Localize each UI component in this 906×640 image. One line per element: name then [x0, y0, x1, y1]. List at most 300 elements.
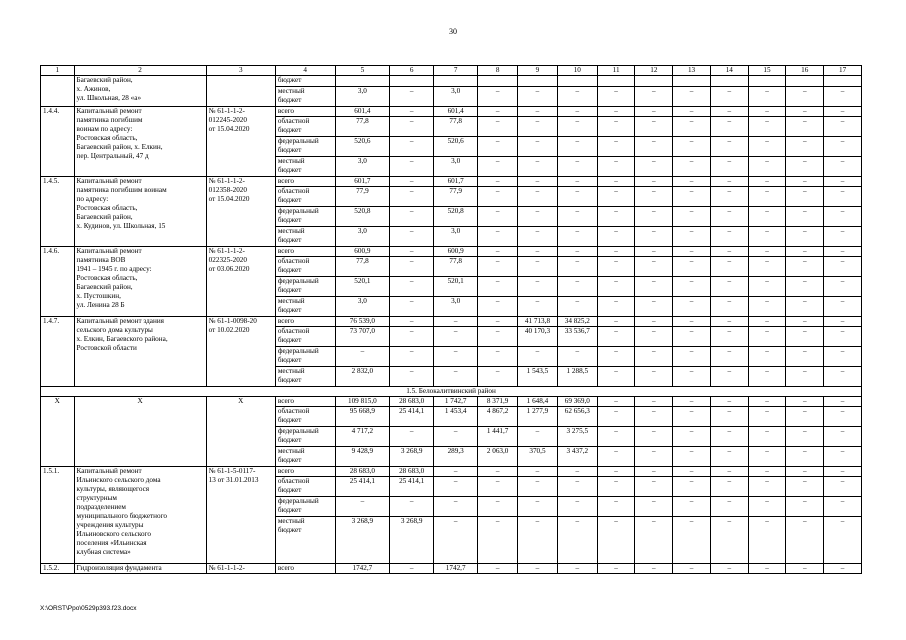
amount-cell: –	[748, 277, 786, 297]
column-number-cell: 17	[824, 66, 862, 76]
item-name: Багаевский район, х. Ажинов, ул. Школьная, 28 «а»	[74, 76, 206, 107]
amount-cell: –	[635, 247, 673, 257]
amount-cell: –	[824, 137, 862, 157]
amount-cell: –	[786, 477, 824, 497]
budget-type: федеральный бюджет	[275, 497, 335, 517]
amount-cell: –	[390, 367, 434, 387]
amount-cell: 289,3	[434, 447, 478, 467]
column-number-cell: 2	[74, 66, 206, 76]
amount-cell: 77,8	[335, 257, 390, 277]
amount-cell: –	[597, 177, 635, 187]
amount-cell: –	[390, 187, 434, 207]
amount-cell: –	[635, 467, 673, 477]
budget-type: федеральный бюджет	[275, 427, 335, 447]
amount-cell: –	[786, 297, 824, 317]
amount-cell: –	[635, 447, 673, 467]
amount-cell: –	[557, 157, 597, 177]
amount-cell: –	[434, 517, 478, 564]
amount-cell: –	[518, 247, 558, 257]
amount-cell: –	[673, 347, 711, 367]
amount-cell	[786, 76, 824, 87]
page-number: 30	[449, 27, 457, 36]
amount-cell: –	[434, 467, 478, 477]
amount-cell: 3,0	[434, 87, 478, 107]
amount-cell: –	[518, 564, 558, 574]
amount-cell: –	[478, 137, 518, 157]
item-document: Х	[206, 397, 275, 467]
amount-cell: –	[434, 347, 478, 367]
amount-cell: –	[673, 277, 711, 297]
amount-cell: –	[824, 177, 862, 187]
item-name: Капитальный ремонт Ильинского сельского дома культуры, являющегося структурным подразделением муниципального бюджетного учреждения культуры Ильиновского сельского поселения «Ильинская клубная система»	[74, 467, 206, 564]
item-number: 1.4.4.	[41, 107, 75, 177]
amount-cell: –	[390, 177, 434, 187]
amount-cell: –	[710, 187, 748, 207]
amount-cell	[710, 76, 748, 87]
amount-cell: –	[478, 207, 518, 227]
amount-cell: –	[557, 564, 597, 574]
amount-cell: –	[824, 247, 862, 257]
amount-cell: –	[478, 317, 518, 327]
amount-cell: –	[434, 367, 478, 387]
amount-cell: 2 063,0	[478, 447, 518, 467]
amount-cell: –	[786, 407, 824, 427]
amount-cell: –	[557, 247, 597, 257]
budget-type: областной бюджет	[275, 257, 335, 277]
amount-cell: –	[390, 564, 434, 574]
column-number-cell: 14	[710, 66, 748, 76]
budget-type: федеральный бюджет	[275, 207, 335, 227]
amount-cell: –	[597, 427, 635, 447]
amount-cell: 601,7	[335, 177, 390, 187]
amount-cell: –	[673, 157, 711, 177]
amount-cell: –	[748, 137, 786, 157]
amount-cell: –	[748, 397, 786, 407]
budget-type: федеральный бюджет	[275, 277, 335, 297]
amount-cell: –	[478, 117, 518, 137]
amount-cell: –	[748, 227, 786, 247]
amount-cell: –	[710, 137, 748, 157]
amount-cell: 109 815,0	[335, 397, 390, 407]
amount-cell: 601,7	[434, 177, 478, 187]
item-document: № 61-1-1-2-	[206, 564, 275, 574]
amount-cell: –	[786, 177, 824, 187]
amount-cell: –	[518, 87, 558, 107]
amount-cell: 600,9	[434, 247, 478, 257]
amount-cell: –	[597, 107, 635, 117]
amount-cell: 25 414,1	[335, 477, 390, 497]
amount-cell: –	[710, 397, 748, 407]
amount-cell: –	[635, 317, 673, 327]
table-row	[41, 564, 862, 574]
amount-cell: –	[673, 177, 711, 187]
amount-cell: –	[518, 257, 558, 277]
amount-cell: –	[518, 117, 558, 137]
amount-cell: –	[673, 137, 711, 157]
column-number-cell: 13	[673, 66, 711, 76]
amount-cell: –	[557, 347, 597, 367]
amount-cell: –	[710, 407, 748, 427]
amount-cell: –	[635, 207, 673, 227]
amount-cell: –	[390, 247, 434, 257]
amount-cell: 520,8	[434, 207, 478, 227]
column-number-cell: 5	[335, 66, 390, 76]
amount-cell: –	[597, 207, 635, 227]
amount-cell: –	[390, 327, 434, 347]
amount-cell: –	[824, 347, 862, 367]
item-document: № 61-1-0098-20 от 10.02.2020	[206, 317, 275, 387]
amount-cell	[390, 76, 434, 87]
amount-cell: –	[478, 227, 518, 247]
amount-cell: –	[635, 497, 673, 517]
amount-cell: –	[673, 187, 711, 207]
amount-cell: –	[597, 87, 635, 107]
amount-cell: 73 707,0	[335, 327, 390, 347]
amount-cell: –	[557, 87, 597, 107]
amount-cell: –	[557, 257, 597, 277]
amount-cell: 25 414,1	[390, 407, 434, 427]
item-number: 1.5.2.	[41, 564, 75, 574]
amount-cell: 1 648,4	[518, 397, 558, 407]
amount-cell: –	[824, 317, 862, 327]
amount-cell: –	[557, 107, 597, 117]
amount-cell: –	[518, 187, 558, 207]
amount-cell: –	[597, 447, 635, 467]
amount-cell: –	[518, 297, 558, 317]
amount-cell: –	[518, 427, 558, 447]
amount-cell: –	[434, 317, 478, 327]
amount-cell: –	[786, 347, 824, 367]
amount-cell: –	[390, 277, 434, 297]
amount-cell: 520,6	[335, 137, 390, 157]
amount-cell: –	[390, 107, 434, 117]
amount-cell: 3 437,2	[557, 447, 597, 467]
amount-cell: –	[635, 117, 673, 137]
amount-cell: –	[786, 367, 824, 387]
amount-cell: –	[478, 277, 518, 297]
amount-cell: –	[748, 367, 786, 387]
budget-type: местный бюджет	[275, 157, 335, 177]
amount-cell: –	[518, 157, 558, 177]
amount-cell: –	[710, 107, 748, 117]
amount-cell: –	[597, 257, 635, 277]
amount-cell: –	[557, 187, 597, 207]
amount-cell: –	[710, 177, 748, 187]
item-number: 1.4.7.	[41, 317, 75, 387]
item-number	[41, 76, 75, 107]
amount-cell: –	[673, 467, 711, 477]
amount-cell: –	[786, 467, 824, 477]
item-document: № 61-1-1-2- 022325-2020 от 03.06.2020	[206, 247, 275, 317]
amount-cell: –	[518, 137, 558, 157]
amount-cell: –	[635, 517, 673, 564]
column-number-cell: 6	[390, 66, 434, 76]
amount-cell: –	[786, 137, 824, 157]
amount-cell: –	[748, 87, 786, 107]
amount-cell: –	[597, 367, 635, 387]
amount-cell: –	[673, 227, 711, 247]
item-number: Х	[41, 397, 75, 467]
amount-cell: 1 742,7	[434, 397, 478, 407]
column-number-cell: 11	[597, 66, 635, 76]
amount-cell	[635, 76, 673, 87]
amount-cell: –	[635, 177, 673, 187]
amount-cell: –	[478, 367, 518, 387]
table-row	[41, 317, 862, 327]
amount-cell: –	[710, 327, 748, 347]
amount-cell: 600,9	[335, 247, 390, 257]
amount-cell: –	[597, 347, 635, 367]
amount-cell: –	[597, 137, 635, 157]
amount-cell: –	[597, 117, 635, 137]
amount-cell: –	[673, 447, 711, 467]
column-number-cell: 9	[518, 66, 558, 76]
amount-cell: –	[635, 297, 673, 317]
column-number-cell: 15	[748, 66, 786, 76]
amount-cell: 3 268,9	[390, 447, 434, 467]
item-name: Капитальный ремонт здания сельского дома культуры х. Елкин, Багаевского района, Ростовской области	[74, 317, 206, 387]
amount-cell: –	[824, 397, 862, 407]
table-row	[41, 107, 862, 117]
amount-cell: –	[635, 257, 673, 277]
amount-cell: –	[748, 247, 786, 257]
item-name: Капитальный ремонт памятника погибшим воинам по адресу: Ростовская область, Багаевский район, х. Кудинов, ул. Школьная, 15	[74, 177, 206, 247]
amount-cell: –	[597, 247, 635, 257]
amount-cell: 1 277,9	[518, 407, 558, 427]
amount-cell: –	[673, 247, 711, 257]
amount-cell: –	[518, 107, 558, 117]
amount-cell: –	[635, 277, 673, 297]
amount-cell: –	[597, 497, 635, 517]
amount-cell: –	[478, 517, 518, 564]
amount-cell: –	[518, 477, 558, 497]
item-document: № 61-1-1-2- 012245-2020 от 15.04.2020	[206, 107, 275, 177]
amount-cell: –	[824, 564, 862, 574]
amount-cell: –	[748, 207, 786, 227]
amount-cell: –	[557, 477, 597, 497]
amount-cell: –	[390, 497, 434, 517]
amount-cell: –	[597, 187, 635, 207]
amount-cell: –	[673, 257, 711, 277]
amount-cell: –	[710, 117, 748, 137]
amount-cell: –	[673, 397, 711, 407]
amount-cell: 1 288,5	[557, 367, 597, 387]
item-number: 1.5.1.	[41, 467, 75, 564]
amount-cell: 62 656,3	[557, 407, 597, 427]
amount-cell: –	[710, 367, 748, 387]
amount-cell: –	[786, 427, 824, 447]
amount-cell: –	[710, 157, 748, 177]
amount-cell: –	[597, 564, 635, 574]
amount-cell: –	[557, 277, 597, 297]
budget-type: всего	[275, 564, 335, 574]
amount-cell: 601,4	[434, 107, 478, 117]
amount-cell: –	[557, 117, 597, 137]
amount-cell: –	[824, 187, 862, 207]
amount-cell: –	[478, 247, 518, 257]
budget-type: местный бюджет	[275, 367, 335, 387]
amount-cell: –	[390, 297, 434, 317]
amount-cell: 77,8	[335, 117, 390, 137]
amount-cell: –	[748, 157, 786, 177]
amount-cell: –	[824, 257, 862, 277]
amount-cell: –	[673, 87, 711, 107]
amount-cell: –	[597, 397, 635, 407]
amount-cell: –	[710, 447, 748, 467]
amount-cell: –	[635, 107, 673, 117]
amount-cell: –	[786, 227, 824, 247]
amount-cell: 77,9	[335, 187, 390, 207]
amount-cell: –	[748, 447, 786, 467]
amount-cell: 3 268,9	[390, 517, 434, 564]
amount-cell: 28 683,0	[335, 467, 390, 477]
amount-cell: –	[673, 317, 711, 327]
amount-cell: –	[786, 277, 824, 297]
amount-cell: 3,0	[335, 157, 390, 177]
amount-cell: –	[710, 564, 748, 574]
amount-cell: 9 428,9	[335, 447, 390, 467]
amount-cell	[478, 76, 518, 87]
amount-cell: 25 414,1	[390, 477, 434, 497]
amount-cell: 1 543,5	[518, 367, 558, 387]
amount-cell: –	[635, 397, 673, 407]
column-number-cell: 7	[434, 66, 478, 76]
amount-cell: –	[478, 467, 518, 477]
amount-cell: –	[390, 257, 434, 277]
amount-cell: –	[434, 497, 478, 517]
amount-cell: 4 867,2	[478, 407, 518, 427]
amount-cell: –	[710, 227, 748, 247]
amount-cell: –	[673, 117, 711, 137]
amount-cell: –	[748, 297, 786, 317]
amount-cell: –	[673, 107, 711, 117]
amount-cell: 3,0	[434, 297, 478, 317]
item-name: Капитальный ремонт памятника ВОВ 1941 – 1945 г. по адресу: Ростовская область, Багаевский район, х. Пустошкин, ул. Ленина 28 Б	[74, 247, 206, 317]
amount-cell: –	[824, 327, 862, 347]
budget-type: федеральный бюджет	[275, 137, 335, 157]
amount-cell: –	[434, 327, 478, 347]
budget-type: федеральный бюджет	[275, 347, 335, 367]
amount-cell: –	[518, 497, 558, 517]
amount-cell: –	[786, 317, 824, 327]
amount-cell: –	[434, 477, 478, 497]
amount-cell: –	[557, 517, 597, 564]
amount-cell: –	[597, 477, 635, 497]
amount-cell: 2 832,0	[335, 367, 390, 387]
amount-cell: 77,8	[434, 257, 478, 277]
amount-cell: –	[478, 157, 518, 177]
column-number-cell: 4	[275, 66, 335, 76]
amount-cell: –	[786, 327, 824, 347]
amount-cell: –	[748, 467, 786, 477]
amount-cell: –	[786, 107, 824, 117]
amount-cell: –	[748, 497, 786, 517]
amount-cell: –	[786, 564, 824, 574]
amount-cell: –	[478, 297, 518, 317]
amount-cell: –	[478, 87, 518, 107]
amount-cell: –	[673, 477, 711, 497]
amount-cell: –	[478, 177, 518, 187]
budget-type: местный бюджет	[275, 517, 335, 564]
amount-cell: 370,5	[518, 447, 558, 467]
amount-cell: 601,4	[335, 107, 390, 117]
amount-cell: –	[478, 107, 518, 117]
amount-cell: –	[710, 87, 748, 107]
table-body	[41, 66, 862, 574]
section-row	[41, 387, 862, 397]
budget-type: всего	[275, 397, 335, 407]
amount-cell: 3,0	[335, 297, 390, 317]
budget-type: местный бюджет	[275, 87, 335, 107]
amount-cell: –	[786, 187, 824, 207]
budget-type: всего	[275, 467, 335, 477]
column-number-cell: 3	[206, 66, 275, 76]
amount-cell: –	[786, 497, 824, 517]
amount-cell: –	[635, 407, 673, 427]
amount-cell: –	[710, 317, 748, 327]
amount-cell: –	[635, 427, 673, 447]
amount-cell: –	[824, 87, 862, 107]
amount-cell: 3 268,9	[335, 517, 390, 564]
amount-cell: –	[597, 277, 635, 297]
amount-cell: –	[390, 347, 434, 367]
amount-cell: 4 717,2	[335, 427, 390, 447]
amount-cell: –	[824, 447, 862, 467]
amount-cell: –	[748, 477, 786, 497]
amount-cell: –	[824, 407, 862, 427]
amount-cell: 69 369,0	[557, 397, 597, 407]
amount-cell: –	[557, 497, 597, 517]
amount-cell: –	[824, 517, 862, 564]
item-document	[206, 76, 275, 107]
amount-cell: 520,8	[335, 207, 390, 227]
amount-cell: –	[597, 317, 635, 327]
amount-cell: –	[748, 107, 786, 117]
amount-cell: –	[597, 227, 635, 247]
amount-cell: –	[748, 187, 786, 207]
amount-cell: 41 713,8	[518, 317, 558, 327]
amount-cell: 3,0	[335, 87, 390, 107]
amount-cell: –	[557, 467, 597, 477]
budget-type: всего	[275, 177, 335, 187]
item-name: Х	[74, 397, 206, 467]
column-number-cell: 12	[635, 66, 673, 76]
table-row	[41, 76, 862, 87]
amount-cell: –	[390, 87, 434, 107]
amount-cell: –	[335, 347, 390, 367]
amount-cell: –	[635, 367, 673, 387]
budget-type: областной бюджет	[275, 117, 335, 137]
amount-cell: –	[673, 407, 711, 427]
amount-cell: –	[635, 227, 673, 247]
amount-cell	[518, 76, 558, 87]
column-number-cell: 10	[557, 66, 597, 76]
file-path-footer: X:\ORST\Ppo\0529p393.f23.docx	[40, 605, 137, 612]
amount-cell: –	[635, 327, 673, 347]
amount-cell: 3,0	[434, 157, 478, 177]
amount-cell: –	[748, 407, 786, 427]
amount-cell: –	[390, 227, 434, 247]
amount-cell: –	[597, 407, 635, 427]
table-row	[41, 177, 862, 187]
amount-cell: 520,6	[434, 137, 478, 157]
amount-cell: –	[710, 297, 748, 317]
amount-cell: –	[478, 347, 518, 367]
amount-cell: –	[635, 564, 673, 574]
amount-cell: –	[673, 517, 711, 564]
amount-cell: –	[824, 497, 862, 517]
amount-cell: –	[478, 187, 518, 207]
